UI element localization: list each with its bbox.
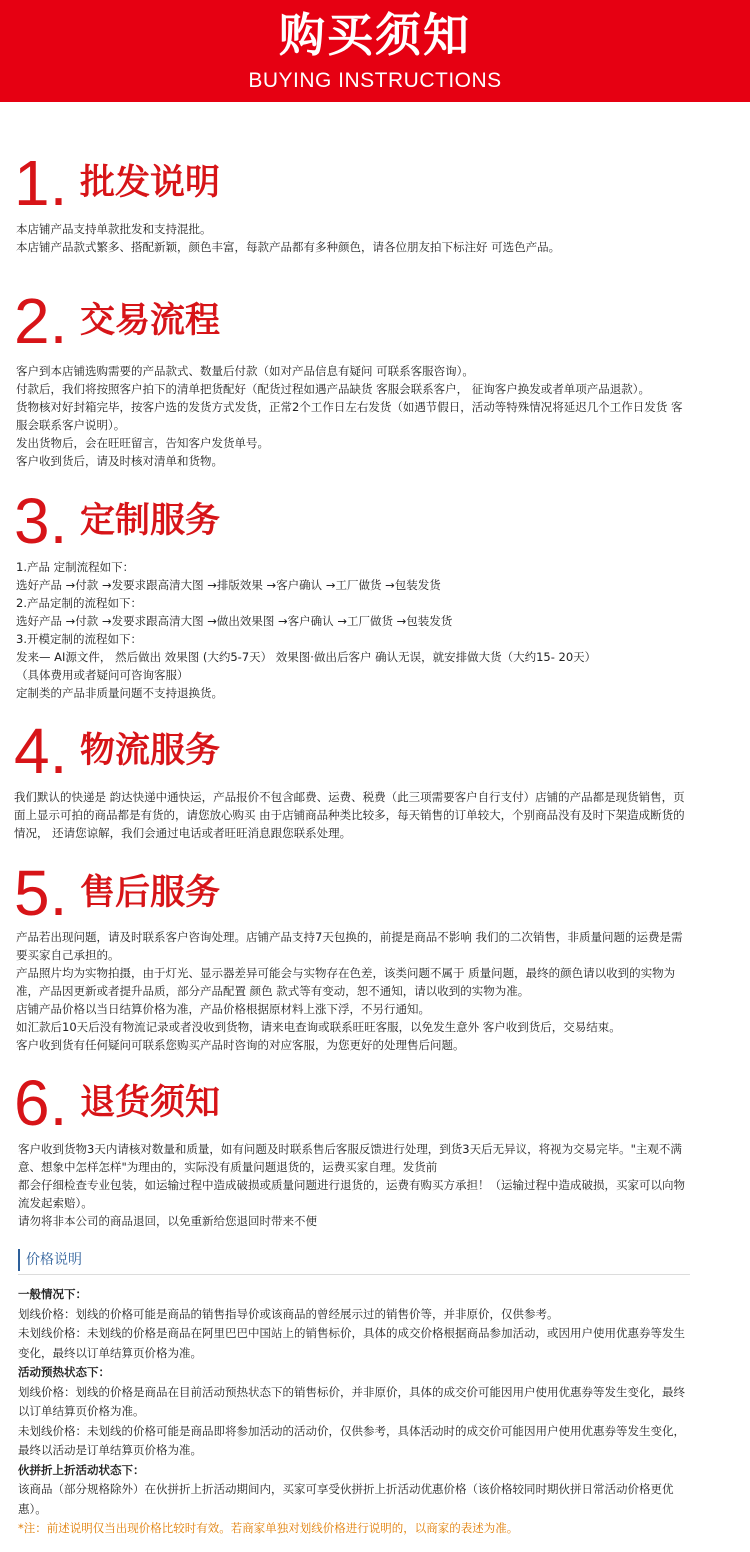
price-section-header <box>18 1248 690 1275</box>
body-line: 发来— AI源文件， 然后做出 效果图 (大约5-7天） 效果图·做出后客户 确认无误，就安排做大货（大约15- 20天） <box>16 650 597 664</box>
body-line: （具体费用或者疑问可咨询客服） <box>16 668 189 682</box>
section-number: 6. <box>14 1067 68 1139</box>
section-body <box>16 558 686 702</box>
body-line: 如汇款后10天后没有物流记录或者没收到货物，请来电查询或联系旺旺客服，以免发生意外 客户收到货后，交易结束。 <box>16 1020 621 1034</box>
section-body <box>14 788 686 842</box>
body-line: 2.产品定制的流程如下： <box>16 596 142 610</box>
section-title: 批发说明 <box>80 163 221 203</box>
section-title: 退货须知 <box>80 1083 221 1123</box>
body-line: 本店铺产品款式繁多、搭配新颖，颜色丰富，每款产品都有多种颜色，请各位朋友拍下标注好 可选色产品。 <box>16 240 561 254</box>
section-body <box>16 220 686 256</box>
body-line: 店铺产品价格以当日结算价格为准，产品价格根据原材料上涨下浮，不另行通知。 <box>16 1002 430 1016</box>
body-line: 我们默认的快递是 韵达快递中通快运，产品报价不包含邮费、运费、税费（此三项需要客户自行支付）店铺的产品都是现货销售，页面上显示可拍的商品都是有货的，请您放心购买 由于店铺商品种类比较多，每天销售的订单较大，个别商品没有及时下架造成断货的情况， 还请您谅解，我们会通过电话或者旺旺消息跟您联系处理。 <box>14 790 685 840</box>
header-banner <box>0 0 750 102</box>
body-line: 货物核对好封箱完毕，按客户选的发货方式发货，正常2个工作日左右发货（如遇节假日，活动等特殊情况将延迟几个工作日发货 客服会联系客户说明）。 <box>16 400 683 432</box>
price-subheading-group-buy: 伙拼折上折活动状态下： <box>18 1462 145 1477</box>
price-line: 未划线价格：未划线的价格是商品在阿里巴巴中国站上的销售标价，具体的成交价格根据商品参加活动，或因用户使用优惠券等发生变化，最终以订单结算页价格为准。 <box>18 1326 685 1360</box>
body-line: 客户收到货物3天内请核对数量和质量，如有问题及时联系售后客服反馈进行处理，到货3天后无异议，将视为交易完毕。"主观不满意、想象中怎样怎样"为理由的，实际没有质量问题退货的，运费买家自理。发货前 <box>18 1142 682 1174</box>
section-title: 售后服务 <box>80 873 221 913</box>
section-body <box>16 362 686 470</box>
body-line: 付款后，我们将按照客户拍下的清单把货配好（配货过程如遇产品缺货 客服会联系客户， 征询客户换发或者单项产品退款）。 <box>16 382 651 396</box>
price-line: 划线价格：划线的价格是商品在目前活动预热状态下的销售标价，并非原价，具体的成交价可能因用户使用优惠券等发生变化，最终以订单结算页价格为准。 <box>18 1384 685 1418</box>
price-note: *注：前述说明仅当出现价格比较时有效。若商家单独对划线价格进行说明的，以商家的表述为准。 <box>18 1521 519 1535</box>
body-line: 请勿将非本公司的商品退回，以免重新给您退回时带来不便 <box>18 1214 317 1228</box>
body-line: 客户收到货有任何疑问可联系您购买产品时咨询的对应客服，为您更好的处理售后问题。 <box>16 1038 465 1052</box>
body-line: 都会仔细检查专业包装，如运输过程中造成破损或质量问题进行退货的，运费有购买方承担！（运输过程中造成破损，买家可以向物流发起索赔）。 <box>18 1178 685 1210</box>
price-line: 未划线价格：未划线的价格可能是商品即将参加活动的活动价，仅供参考，具体活动时的成交价可能因用户使用优惠券等发生变化，最终以活动是订单结算页价格为准。 <box>18 1423 685 1457</box>
price-line: 该商品（部分规格除外）在伙拼折上折活动期间内，买家可享受伙拼折上折活动优惠价格（该价格较同时期伙拼日常活动价格更优惠）。 <box>18 1482 674 1516</box>
price-subheading-preheat: 活动预热状态下： <box>18 1365 110 1379</box>
section-body <box>16 928 686 1054</box>
price-line: 划线价格：划线的价格可能是商品的销售指导价或该商品的曾经展示过的销售价等，并非原价，仅供参考。 <box>18 1306 559 1321</box>
body-line: 产品若出现问题，请及时联系客户咨询处理。店铺产品支持7天包换的，前提是商品不影响 我们的二次销售，非质量问题的运费是需要买家自己承担的。 <box>16 930 683 962</box>
section-title: 定制服务 <box>80 501 221 541</box>
page-title: 购买须知 <box>279 8 471 62</box>
price-section-title: 价格说明 <box>18 1249 82 1271</box>
body-line: 客户到本店铺选购需要的产品款式、数量后付款（如对产品信息有疑问 可联系客服咨询）。 <box>16 364 474 378</box>
body-line: 发出货物后，会在旺旺留言，告知客户发货单号。 <box>16 436 269 450</box>
body-line: 本店铺产品支持单款批发和支持混批。 <box>16 222 212 236</box>
section-number: 1. <box>14 147 68 219</box>
body-line: 选好产品 →付款 →发要求跟高清大图 →排版效果 →客户确认 →工厂做货 →包装发货 <box>16 578 441 592</box>
section-number: 2. <box>14 285 68 357</box>
body-line: 选好产品 →付款 →发要求跟高清大图 →做出效果图 →客户确认 →工厂做货 →包装发货 <box>16 614 453 628</box>
price-section-body <box>18 1285 690 1539</box>
section-number: 4. <box>14 715 68 787</box>
body-line: 1.产品 定制流程如下： <box>16 560 135 574</box>
body-line: 3.开模定制的流程如下： <box>16 632 142 646</box>
body-line: 客户收到货后，请及时核对清单和货物。 <box>16 454 223 468</box>
price-subheading-general: 一般情况下： <box>18 1287 87 1301</box>
section-title: 物流服务 <box>80 731 221 771</box>
section-number: 3. <box>14 485 68 557</box>
body-line: 产品照片均为实物拍摄，由于灯光、显示器差异可能会与实物存在色差，该类问题不属于 质量问题，最终的颜色请以收到的实物为准，产品因更新或者提升品质，部分产品配置 颜色 款式等有变动，恕不通知，请以收到的实物为准。 <box>16 966 676 998</box>
page-subtitle: BUYING INSTRUCTIONS <box>248 69 502 92</box>
section-body <box>18 1140 688 1230</box>
section-title: 交易流程 <box>80 301 221 341</box>
section-number: 5. <box>14 857 68 929</box>
body-line: 定制类的产品非质量问题不支持退换货。 <box>16 686 223 700</box>
